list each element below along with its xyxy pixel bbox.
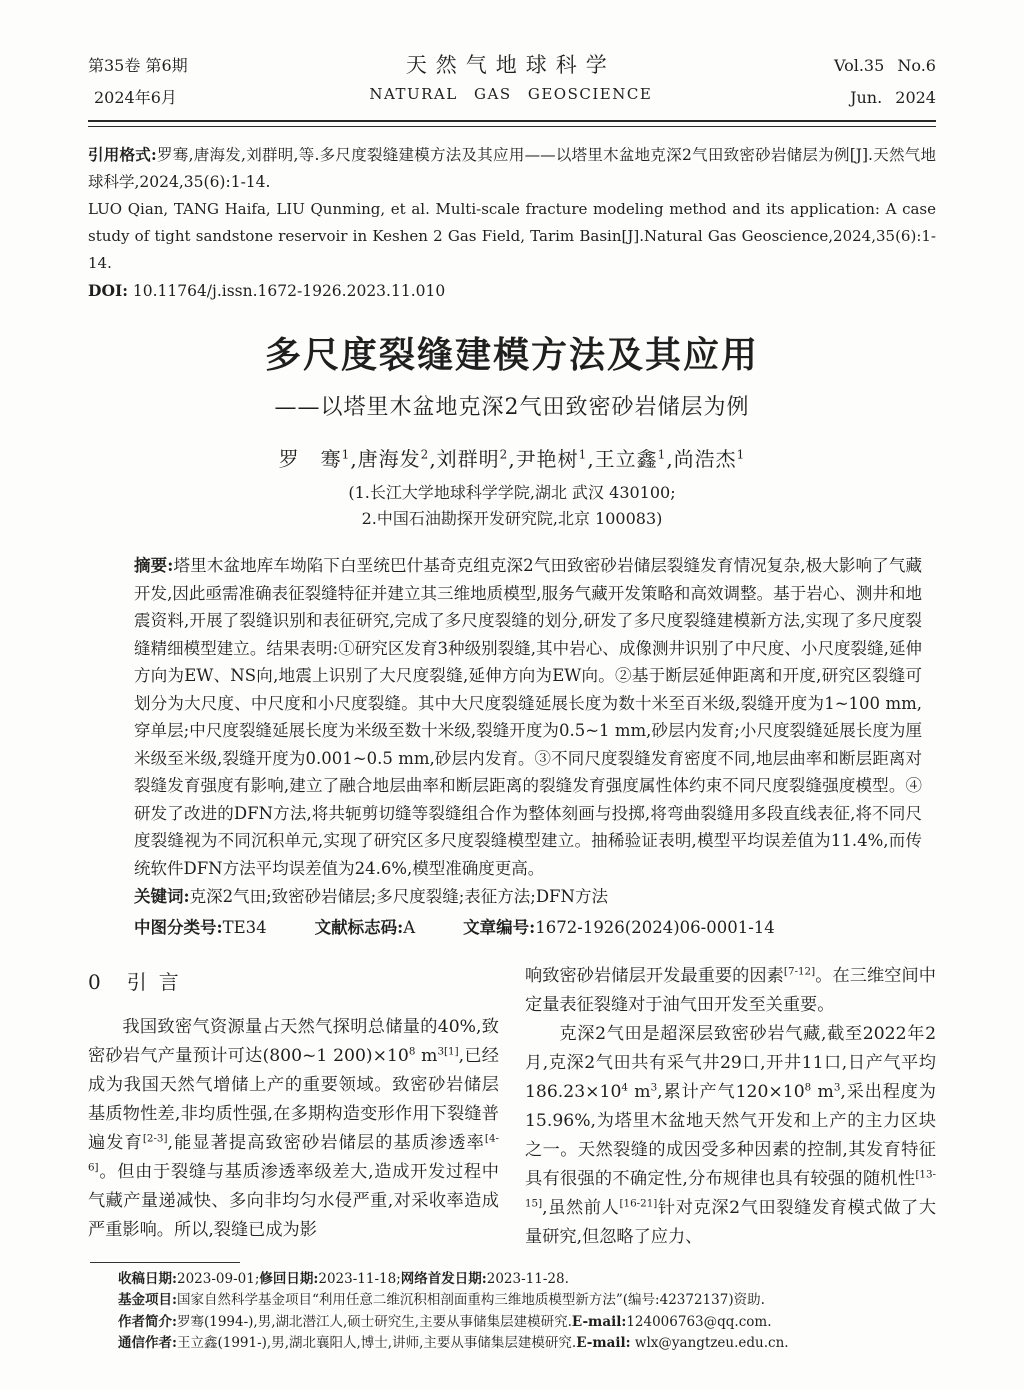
classification-line	[134, 914, 922, 942]
keywords-line: 关键词:克深2气田;致密砂岩储层;多尺度裂缝;表征方法;DFN方法	[134, 887, 608, 906]
header-right	[834, 50, 936, 114]
article-title: 多尺度裂缝建模方法及其应用	[264, 335, 759, 376]
citation-cn: 引用格式:罗骞,唐海发,刘群明,等.多尺度裂缝建模方法及其应用——以塔里木盆地克深2气田致密砂岩储层为例[J].天然气地球科学,2024,35(6):1-14.	[88, 145, 936, 191]
body-paragraph: 响致密砂岩储层开发最重要的因素[7-12]。在三维空间中定量表征裂缝对于油气田开发至关重要。	[525, 964, 936, 1015]
journal-header	[88, 50, 936, 114]
article-id: 文章编号:1672-1926(2024)06-0001-14	[463, 917, 775, 937]
header-divider	[88, 120, 936, 127]
volume-issue-en: Vol.35 No.6	[834, 56, 936, 75]
journal-title-en: NATURAL GAS GEOSCIENCE	[369, 85, 653, 103]
section-title: 引言	[126, 969, 191, 994]
affiliations	[88, 480, 936, 532]
article-subtitle: ——以塔里木盆地克深2气田致密砂岩储层为例	[274, 395, 750, 420]
abstract-paragraph: 摘要:塔里木盆地库车坳陷下白垩统巴什基奇克组克深2气田致密砂岩储层裂缝发育情况复杂,极大影响了气藏开发,因此亟需准确表征裂缝特征并建立其三维地质模型,服务气藏开发策略和高效调整。基于岩心、测井和地震资料,开展了裂缝识别和表征研究,完成了多尺度裂缝的划分,研发了多尺度裂缝建模新方法,实现了多尺度裂缝精细模型建立。结果表明:①研究区发育3种级别裂缝,其中岩心、成像测井识别了中尺度、小尺度裂缝,延伸方向为EW、NS向,地震上识别了大尺度裂缝,延伸方向为EW向。②基于断层延伸距离和开度,研究区裂缝可划分为大尺度、中尺度和小尺度裂缝。其中大尺度裂缝延展长度为数十米至百米级,裂缝开度为1~100 mm,穿单层;中尺度裂缝延展长度为米级至数十米级,裂缝开度为0.5~1 mm,砂层内发育;小尺度裂缝延展长度为厘米级至米级,裂缝开度为0.001~0.5 mm,砂层内发育。③不同尺度裂缝发育密度不同,地层曲率和断层距离对裂缝发育强度有影响,建立了融合地层曲率和断层距离的裂缝发育强度属性体约束不同尺度裂缝强度模型。④研发了改进的DFN方法,将共轭剪切缝等裂缝组合作为整体刻画与投掷,将弯曲裂缝用多段直线表征,将不同尺度裂缝视为不同沉积单元,实现了研究区多尺度裂缝模型建立。抽稀验证表明,模型平均误差值为11.4%,而传统软件DFN方法平均误差值为24.6%,模型准确度更高。	[134, 556, 922, 878]
citation-block	[88, 141, 936, 305]
section-heading	[88, 968, 499, 997]
section-number: 0	[88, 969, 101, 994]
doi-line: DOI: 10.11764/j.issn.1672-1926.2023.11.010	[88, 281, 446, 300]
header-left	[88, 50, 188, 114]
footnotes	[88, 1269, 936, 1355]
clc-number: 中图分类号:TE34	[134, 917, 267, 937]
document-code: 文献标志码:A	[314, 917, 416, 937]
header-center	[369, 50, 652, 108]
citation-en: LUO Qian, TANG Haifa, LIU Qunming, et al. Multi-scale fracture modeling method and its application: A case study of tight sandstone reservoir in Keshen 2 Gas Field, Tarim Basin[J].Natural Gas Geoscience,2024,35(6):1-14.	[88, 200, 936, 272]
issue-date-en: Jun. 2024	[850, 88, 936, 107]
body-columns	[88, 962, 936, 1252]
received-date-line: 收稿日期:2023-09-01;修回日期:2023-11-18;网络首发日期:2023-11-28.	[118, 1270, 569, 1287]
body-paragraph: 克深2气田是超深层致密砂岩气藏,截至2022年2月,克深2气田共有采气井29口,开井11口,日产气平均$186.23\times 10^4$ $m^3$,累计产气$120\times 10^8$ $m^3$,采出程度为15.96%,为塔里木盆地天然气开发和上产的主力区块之一。天然裂缝的成因受多种因素的控制,其发育特征具有很强的不确定性,分布规律也具有较强的随机性[13-15],虽然前人[16-21]针对克深2气田裂缝发育模式做了大量研究,但忽略了应力、	[525, 1023, 937, 1247]
authors-line: 罗 骞$^1$,唐海发$^2$,刘群明$^2$,尹艳树$^1$,王立鑫$^1$,尚浩杰$^1$	[278, 447, 746, 471]
footnote-divider	[90, 1262, 240, 1263]
left-column	[88, 962, 499, 1252]
funding-line: 基金项目:国家自然科学基金项目“利用任意二维沉积相剖面重构三维地质模型新方法”(编号:42372137)资助.	[118, 1292, 765, 1308]
right-column	[525, 962, 936, 1252]
corresponding-author-line: 通信作者:王立鑫(1991-),男,湖北襄阳人,博士,讲师,主要从事储集层建模研究.E-mail: wlx@yangtzeu.edu.cn.	[118, 1335, 789, 1351]
author-bio-line: 作者简介:罗骞(1994-),男,湖北潜江人,硕士研究生,主要从事储集层建模研究.E-mail:124006763@qq.com.	[118, 1313, 772, 1330]
body-paragraph: 我国致密气资源量占天然气探明总储量的40%,致密砂岩气产量预计可达(800~1 $200)\times 10^8$ $m^{3[1]}$,已经成为我国天然气增储上产的重要领域。致密砂岩储层基质物性差,非均质性强,在多期构造变形作用下裂缝普遍发育[2-3],能显著提高致密砂岩储层的基质渗透率[4-6]。但由于裂缝与基质渗透率级差大,造成开发过程中气藏产量递减快、多向非均匀水侵严重,对采收率造成严重影响。所以,裂缝已成为影	[88, 1016, 499, 1240]
volume-issue-cn: 第35卷 第6期	[88, 56, 188, 75]
issue-date-cn: 2024年6月	[94, 88, 177, 107]
affiliation-2: 2.中国石油勘探开发研究院,北京 100083)	[361, 509, 663, 528]
affiliation-1: (1.长江大学地球科学学院,湖北 武汉 430100;	[348, 483, 676, 502]
journal-title-cn: 天然气地球科学	[405, 53, 616, 77]
